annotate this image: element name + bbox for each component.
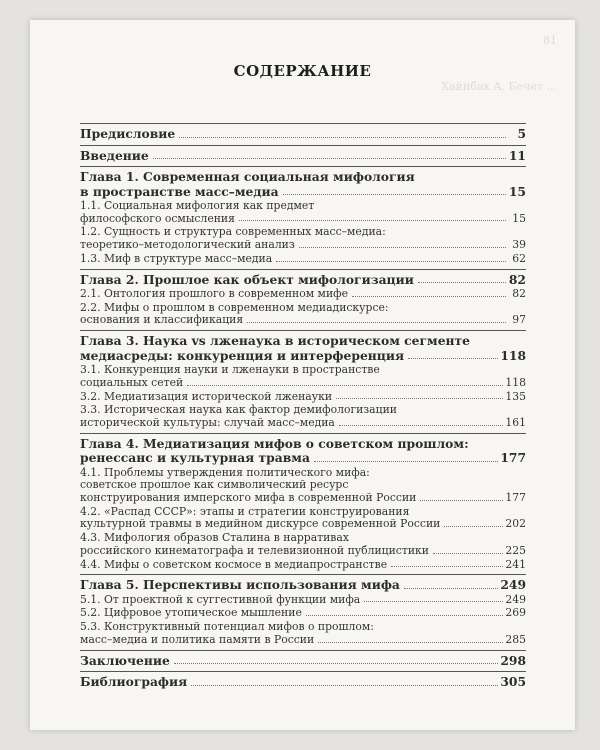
toc-entry-text-line: 1.2. Сущность и структура современных масс–медиа: (80, 225, 386, 239)
toc-entry-text-line: 4.3. Мифология образов Сталина в нарративах (80, 531, 349, 545)
toc-page-number: 82 (512, 287, 526, 301)
page-title: СОДЕРЖАНИЕ (233, 62, 372, 80)
dot-leader (174, 663, 499, 664)
dot-leader (299, 247, 506, 248)
toc-section-entry (80, 467, 526, 505)
toc-page-number: 305 (500, 674, 526, 690)
toc-page-number: 97 (512, 313, 526, 327)
bleed-through-text: Хайнбах А. Бечет ... (441, 80, 557, 93)
toc-page-number: 161 (505, 415, 526, 429)
toc-entry-text-line: масс–медиа и политика памяти в России (80, 632, 315, 646)
toc-entry-text-line: 4.2. «Распад СССР»: этапы и стратегии конструирования (80, 504, 410, 518)
toc-entry-text-line: Заключение (80, 652, 170, 668)
toc-entry-text-line: исторической культуры: случай масс–медиа (80, 415, 335, 429)
dot-leader (187, 385, 503, 386)
toc-page-number: 177 (505, 491, 526, 505)
toc-chapter-entry (80, 127, 526, 142)
dot-leader (391, 566, 503, 567)
toc-entry-text-line: 3.1. Конкуренция науки и лженауки в пространстве (80, 363, 380, 377)
toc-entry-text-line: Глава 3. Наука vs лженаука в историческом сегменте (80, 333, 470, 349)
toc-entry-text-line: Глава 4. Медиатизация мифов о советском прошлом: (80, 435, 469, 451)
toc-entry-text-line: 5.1. От проектной к суггестивной функции мифа (80, 592, 361, 606)
toc-entry-text-line: медиасреды: конкуренция и интерференция (80, 347, 405, 363)
chapter-separator-line (80, 145, 526, 146)
dot-leader (179, 137, 506, 138)
toc-chapter-entry (80, 170, 526, 199)
toc-entry-text-line: Библиография (80, 674, 188, 690)
toc-chapter-entry (80, 675, 526, 690)
dot-leader (314, 461, 498, 462)
dot-leader (247, 322, 506, 323)
chapter-separator-line (80, 330, 526, 331)
toc-entry-text-line: 3.2. Медиатизация исторической лженауки (80, 389, 333, 403)
toc-page-number: 285 (505, 632, 526, 646)
dot-leader (318, 642, 503, 643)
toc-section-entry (80, 288, 526, 301)
toc-entry-text-line: Предисловие (80, 126, 176, 141)
toc-section-entry (80, 391, 526, 404)
book-page (30, 20, 575, 730)
table-of-contents (80, 120, 526, 690)
toc-page-number: 135 (505, 389, 526, 403)
toc-entry-text-line: 5.2. Цифровое утопическое мышление (80, 606, 302, 620)
toc-page-number: 82 (508, 271, 526, 287)
toc-section-entry (80, 607, 526, 620)
toc-entry-text-line: 4.1. Проблемы утверждения политического мифа: (80, 465, 370, 479)
toc-page-number: 202 (505, 517, 526, 531)
toc-entry-text-line: 1.1. Социальная мифология как предмет (80, 199, 315, 212)
toc-page-number: 118 (500, 347, 526, 363)
toc-section-entry (80, 302, 526, 327)
toc-chapter-entry (80, 437, 526, 466)
toc-section-entry (80, 621, 526, 646)
toc-section-entry (80, 253, 526, 266)
toc-section-entry (80, 532, 526, 557)
toc-section-entry (80, 506, 526, 531)
toc-entry-text-line: 2.2. Мифы о прошлом в современном медиадискурсе: (80, 300, 389, 314)
toc-page-number: 177 (500, 450, 526, 466)
toc-chapter-entry (80, 578, 526, 593)
dot-leader (444, 526, 503, 527)
toc-page-number: 118 (505, 375, 526, 389)
dot-leader (339, 425, 504, 426)
toc-chapter-entry (80, 334, 526, 363)
toc-section-entry (80, 226, 526, 251)
dot-leader (404, 588, 498, 589)
dot-leader (433, 553, 503, 554)
toc-entry-text-line: 5.3. Конструктивный потенциал мифов о прошлом: (80, 620, 374, 634)
chapter-separator-line (80, 650, 526, 651)
toc-page-number: 15 (512, 211, 526, 225)
bleed-through-page-number: 81 (543, 34, 557, 47)
dot-leader (420, 500, 503, 501)
toc-entry-text-line: культурной травмы в медийном дискурсе современной России (80, 517, 441, 531)
toc-page-number: 15 (508, 183, 526, 199)
dot-leader (306, 615, 504, 616)
toc-entry-text-line: Глава 1. Современная социальная мифология (80, 169, 415, 184)
toc-page-number: 249 (500, 577, 526, 593)
chapter-separator-line (80, 123, 526, 124)
toc-entry-text-line: российского кинематографа и телевизионной публицистики (80, 543, 429, 557)
toc-section-entry (80, 559, 526, 572)
dot-leader (364, 601, 503, 602)
toc-entry-text-line: Глава 5. Перспективы использования мифа (80, 577, 400, 593)
chapter-separator-line (80, 671, 526, 672)
toc-entry-text-line: 3.3. Историческая наука как фактор демифологизации (80, 403, 397, 417)
toc-page-number: 225 (505, 543, 526, 557)
dot-leader (418, 282, 506, 283)
toc-entry-text-line: ренессанс и культурная травма (80, 450, 310, 466)
toc-entry-text-line: социальных сетей (80, 375, 184, 389)
dot-leader (336, 398, 503, 399)
chapter-separator-line (80, 166, 526, 167)
toc-entry-text-line: теоретико–методологический анализ (80, 238, 295, 252)
toc-entry-text-line: основания и классификация (80, 313, 244, 327)
toc-section-entry (80, 364, 526, 389)
toc-page-number: 62 (512, 251, 526, 265)
toc-entry-text-line: 2.1. Онтология прошлого в современном мифе (80, 287, 348, 301)
toc-page-number: 249 (505, 592, 526, 606)
toc-page-number: 5 (517, 126, 526, 141)
toc-chapter-entry (80, 149, 526, 164)
toc-entry-text-line: советское прошлое как символический ресурс (80, 478, 349, 492)
chapter-separator-line (80, 269, 526, 270)
dot-leader (283, 194, 506, 195)
dot-leader (191, 685, 498, 686)
toc-page-number: 11 (508, 147, 526, 163)
toc-page-number: 269 (505, 606, 526, 620)
dot-leader (408, 358, 498, 359)
toc-entry-text-line: в пространстве масс–медиа (80, 183, 279, 199)
toc-entry-text-line: конструирования имперского мифа в современной России (80, 491, 417, 505)
dot-leader (276, 261, 506, 262)
toc-page-number: 298 (500, 652, 526, 668)
toc-entry-text-line: философского осмысления (80, 211, 235, 225)
chapter-separator-line (80, 433, 526, 434)
toc-chapter-entry (80, 654, 526, 669)
chapter-separator-line (80, 574, 526, 575)
dot-leader (239, 220, 506, 221)
toc-page-number: 241 (505, 557, 526, 571)
toc-chapter-entry (80, 273, 526, 288)
toc-entry-text-line: 1.3. Миф в структуре масс–медиа (80, 251, 273, 265)
toc-entry-text-line: Глава 2. Прошлое как объект мифологизации (80, 271, 414, 287)
toc-page-number: 39 (512, 238, 526, 252)
dot-leader (352, 296, 506, 297)
toc-section-entry (80, 200, 526, 225)
toc-entry-text-line: Введение (80, 147, 149, 163)
toc-entry-text-line: 4.4. Мифы о советском космосе в медиапространстве (80, 557, 388, 571)
toc-section-entry (80, 594, 526, 607)
dot-leader (153, 158, 506, 159)
toc-section-entry (80, 404, 526, 429)
